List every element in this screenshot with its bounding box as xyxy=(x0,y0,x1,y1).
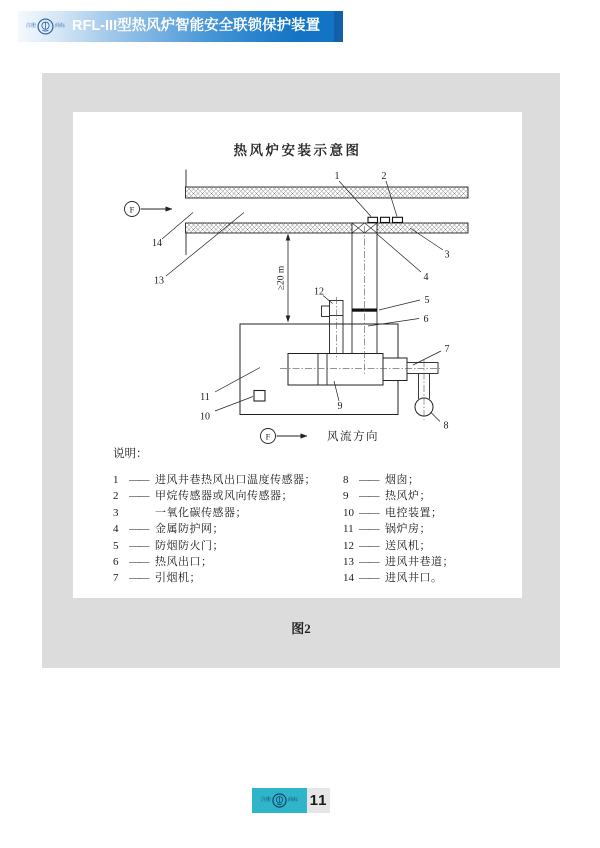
legend-item-label: 金属防护网； xyxy=(155,523,224,536)
legend-item-label: 引烟机； xyxy=(155,572,201,585)
callout-12: 12 xyxy=(314,286,324,298)
airflow-direction-label: 风流方向 xyxy=(327,431,379,443)
legend-item xyxy=(113,570,316,586)
callout-11: 11 xyxy=(200,392,210,403)
airflow-marker-top xyxy=(125,202,173,217)
legend-item xyxy=(113,521,316,537)
legend-item xyxy=(113,505,316,521)
airflow-symbol-bottom: F xyxy=(265,431,271,442)
page-number: 11 xyxy=(307,788,330,813)
legend-item xyxy=(113,472,316,488)
legend-item-dash: —— xyxy=(129,539,148,552)
legend-item xyxy=(113,554,316,570)
legend-item-dash: —— xyxy=(359,555,378,568)
hot-blast-stove-body xyxy=(288,354,407,386)
footer-logo xyxy=(252,788,307,813)
logo-left-text: 注册 xyxy=(26,24,37,29)
figure-title: 热风炉安装示意图 xyxy=(233,143,362,158)
legend-item-label: 烟囱； xyxy=(385,474,420,486)
legend-item-dash: —— xyxy=(129,490,148,503)
callout-10: 10 xyxy=(200,411,210,423)
footer-trademark-emblem-icon xyxy=(272,793,287,808)
callout-7: 7 xyxy=(444,344,450,355)
legend-left-column xyxy=(113,472,316,587)
figure-panel xyxy=(42,73,560,668)
callout-9: 9 xyxy=(337,401,343,412)
legend-item xyxy=(113,488,316,504)
legend-item-dash: —— xyxy=(359,474,378,486)
legend-item-label: 热风出口； xyxy=(155,555,213,568)
callout-5: 5 xyxy=(424,295,430,306)
airflow-marker-bottom xyxy=(261,429,380,444)
page-title: RFL-III型热风炉智能安全联锁保护装置 xyxy=(72,18,321,34)
legend-item-label: 热风炉； xyxy=(385,490,431,503)
airflow-symbol-top: F xyxy=(129,204,135,215)
callout-1: 1 xyxy=(334,171,340,182)
brand-logo xyxy=(26,11,65,42)
legend-item-number: 2 xyxy=(113,490,119,503)
callout-4: 4 xyxy=(423,272,429,283)
legend-item-label: 甲烷传感器或风向传感器； xyxy=(155,490,293,503)
legend-item-number: 6 xyxy=(113,555,119,568)
legend-item-dash: —— xyxy=(129,474,148,486)
legend-item xyxy=(343,472,454,488)
legend-item-number: 9 xyxy=(343,490,349,503)
legend-item xyxy=(343,570,454,586)
legend-item-number: 7 xyxy=(113,572,119,585)
legend-item-number: 12 xyxy=(343,539,354,552)
footer-logo-left-text: 注册 xyxy=(260,798,271,803)
callout-8: 8 xyxy=(443,420,449,432)
legend-item-label: 电控装置； xyxy=(385,506,443,519)
legend-item-number: 1 xyxy=(113,474,119,486)
figure-box xyxy=(73,112,522,598)
legend-item-label: 一氧化碳传感器； xyxy=(155,506,247,519)
callout-numbers xyxy=(152,171,450,432)
legend-item-label: 进风井巷热风出口温度传感器； xyxy=(155,474,316,486)
electric-control-box xyxy=(254,391,265,402)
installation-schematic xyxy=(73,160,522,455)
legend-item-dash: —— xyxy=(129,555,148,568)
legend-item xyxy=(343,521,454,537)
tunnel-roof-band xyxy=(186,170,469,199)
header-band xyxy=(18,11,343,42)
legend-item-dash: —— xyxy=(359,572,378,585)
legend-item xyxy=(113,538,316,554)
legend-item-number: 5 xyxy=(113,539,119,552)
dimension-label: ≥20 m xyxy=(276,265,287,291)
tunnel-floor-band xyxy=(186,223,469,255)
callout-14: 14 xyxy=(152,238,162,249)
legend-item-dash: —— xyxy=(359,523,378,536)
legend-item-label: 送风机； xyxy=(385,539,431,552)
sensor-boxes xyxy=(368,217,403,222)
callout-3: 3 xyxy=(444,249,450,261)
legend-item-label: 进风井巷道； xyxy=(385,555,454,568)
legend-item-number: 13 xyxy=(343,555,354,568)
logo-right-text: 商标 xyxy=(55,24,66,29)
callout-2: 2 xyxy=(381,171,387,182)
legend-item-label: 防烟防火门； xyxy=(155,539,224,552)
legend-item-label: 进风井口。 xyxy=(385,572,443,585)
flue-pipe xyxy=(407,363,438,417)
legend-item-number: 8 xyxy=(343,474,349,486)
legend-item-number: 14 xyxy=(343,572,354,585)
callout-6: 6 xyxy=(423,314,429,325)
footer-logo-right-text: 商标 xyxy=(288,798,299,803)
legend-item-dash: —— xyxy=(129,572,148,585)
legend-item xyxy=(343,488,454,504)
legend-item-number: 3 xyxy=(113,506,119,519)
distance-dimension xyxy=(277,234,291,323)
legend-item xyxy=(343,554,454,570)
legend-item-number: 11 xyxy=(343,523,354,536)
legend-heading: 说明： xyxy=(113,448,148,460)
trademark-emblem-icon xyxy=(37,18,54,35)
callout-13: 13 xyxy=(154,275,164,287)
legend-item-dash: —— xyxy=(359,490,378,503)
center-lines xyxy=(280,226,440,420)
legend-item-dash: —— xyxy=(129,523,148,536)
legend-item-number: 10 xyxy=(343,506,354,519)
legend-item-number: 4 xyxy=(113,523,119,536)
legend-item-label: 锅炉房； xyxy=(385,523,431,536)
legend-right-column xyxy=(343,472,454,587)
figure-caption: 图2 xyxy=(291,621,311,636)
legend-item-dash: —— xyxy=(359,539,378,552)
header-endcap xyxy=(334,11,343,42)
blower xyxy=(322,301,344,354)
legend-item xyxy=(343,505,454,521)
legend-item xyxy=(343,538,454,554)
legend-item-dash: —— xyxy=(359,506,378,519)
